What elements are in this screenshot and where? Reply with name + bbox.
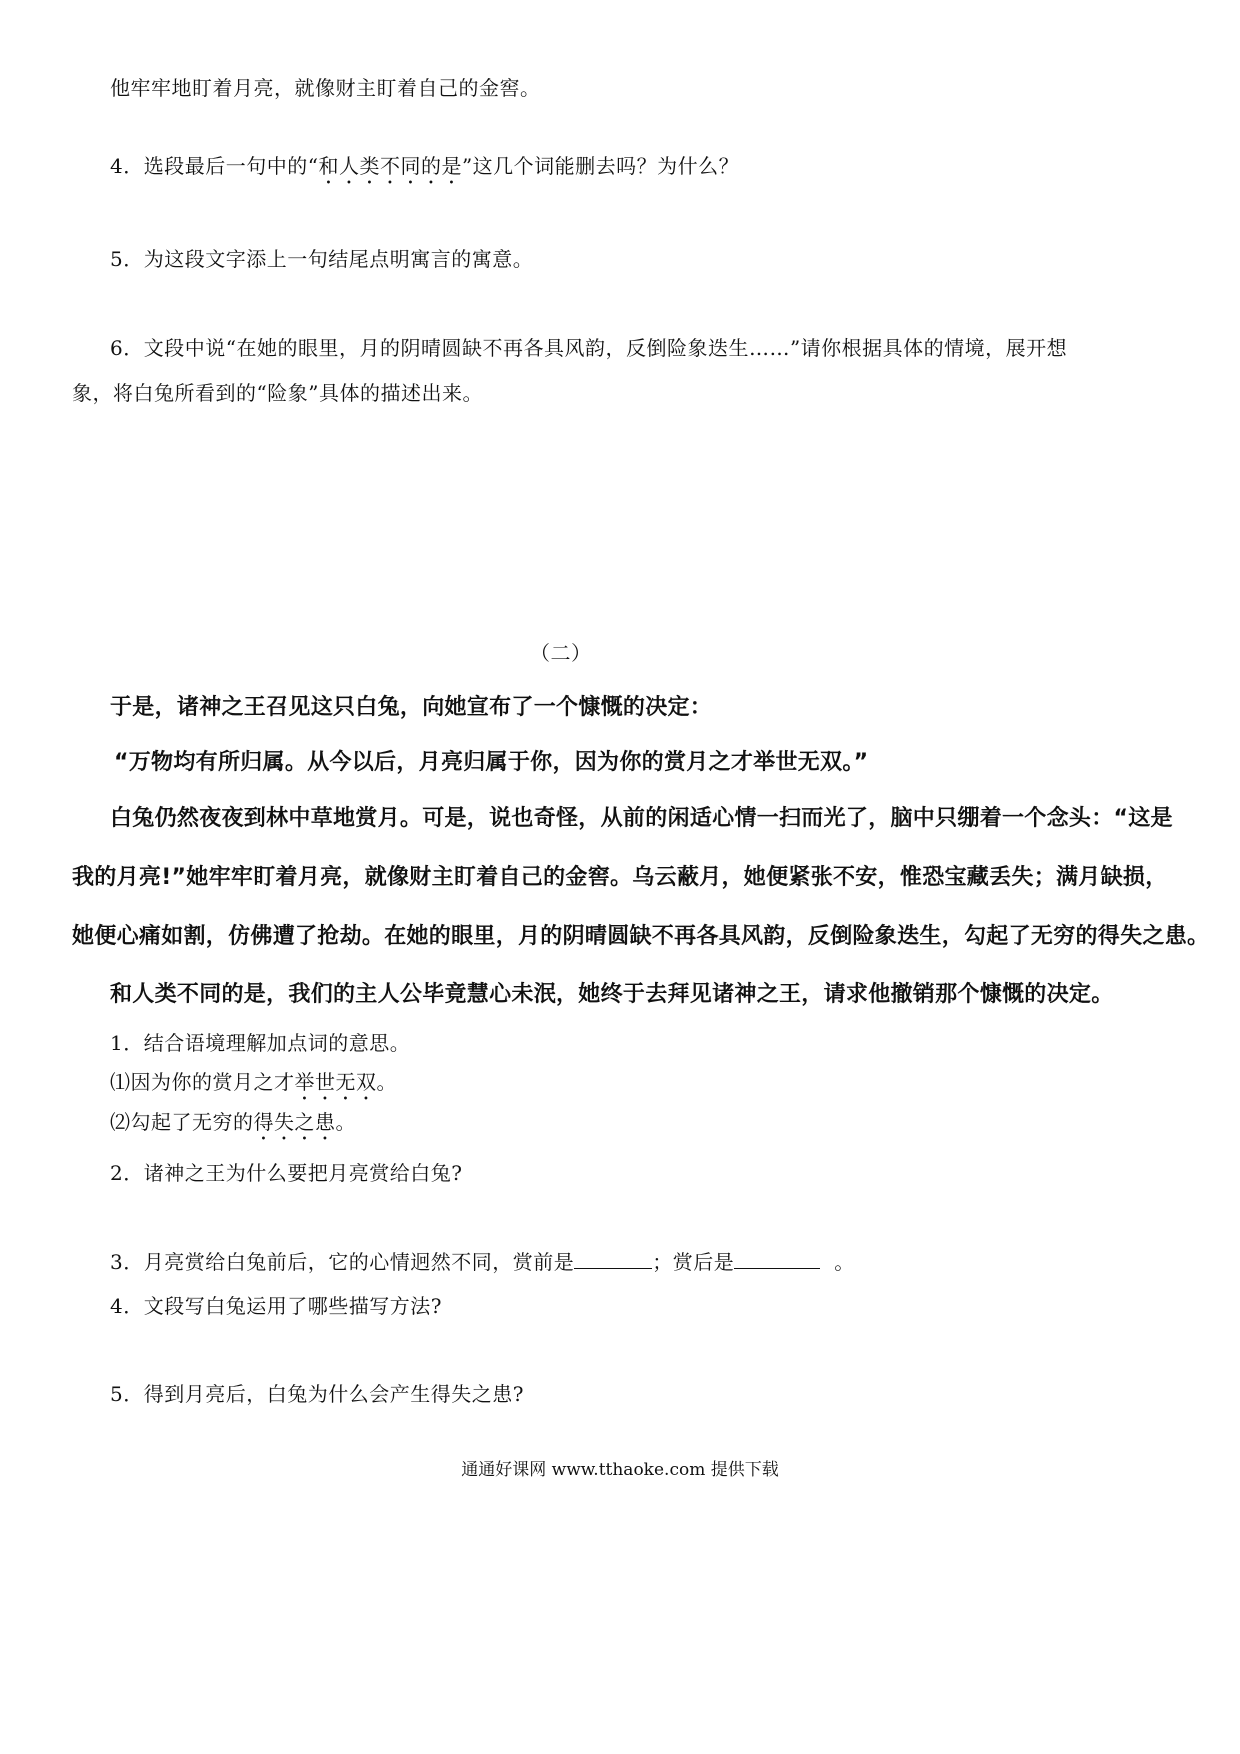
passage-paragraph: 白兔仍然夜夜到林中草地赏月。可是，说也奇怪，从前的闲适心情一扫而光了，脑中只绷着一个念头：“这是 <box>110 806 1173 831</box>
answer-blank-before[interactable] <box>574 1250 652 1269</box>
question-1-sub-1-end: 。 <box>376 1070 397 1094</box>
question-6-line-2: 象，将白兔所看到的“险象”具体的描述出来。 <box>72 381 483 405</box>
question-1: 1．结合语境理解加点词的意思。 <box>110 1031 411 1055</box>
question-3-end: 。 <box>834 1250 855 1274</box>
question-4-text: 4．选段最后一句中的“ <box>110 154 319 178</box>
question-1-sub-1 <box>110 1066 397 1105</box>
passage-paragraph: “万物均有所归属。从今以后，月亮归属于你，因为你的赏月之才举世无双。” <box>114 750 869 775</box>
question-3-text: 3．月亮赏给白兔前后，它的心情迥然不同，赏前是 <box>110 1250 575 1274</box>
question-4: 4．文段写白兔运用了哪些描写方法? <box>110 1294 442 1318</box>
question-6-line-1: 6．文段中说“在她的眼里，月的阴晴圆缺不再各具风韵，反倒险象迭生……”请你根据具体的情境，展开想 <box>110 336 1068 360</box>
passage-paragraph: 我的月亮!”她牢牢盯着月亮，就像财主盯着自己的金窖。乌云蔽月，她便紧张不安，惟恐宝藏丢失；满月缺损， <box>72 865 1168 890</box>
question-4-emphasis: 和人类不同的是 <box>318 154 462 178</box>
question-5: 5．得到月亮后，白兔为什么会产生得失之患? <box>110 1382 524 1406</box>
passage-paragraph: 她便心痛如割，仿佛遭了抢劫。在她的眼里，月的阴晴圆缺不再各具风韵，反倒险象迭生，勾起了无穷的得失之患。 <box>72 924 1210 949</box>
question-2: 2．诸神之王为什么要把月亮赏给白兔? <box>110 1161 463 1185</box>
question-1-sub-1-text: ⑴因为你的赏月之才 <box>110 1070 295 1094</box>
question-3 <box>110 1246 855 1275</box>
question-3-text-mid: ；赏后是 <box>652 1250 735 1274</box>
question-1-sub-2-emphasis: 得失之患 <box>253 1110 336 1134</box>
section-heading: （二） <box>530 641 592 665</box>
passage-paragraph: 于是，诸神之王召见这只白兔，向她宣布了一个慷慨的决定： <box>110 695 713 720</box>
question-4-text-end: ”这几个词能删去吗？为什么？ <box>461 154 740 178</box>
question-1-sub-1-emphasis: 举世无双 <box>294 1070 377 1094</box>
question-5: 5．为这段文字添上一句结尾点明寓言的寓意。 <box>110 247 534 271</box>
question-1-sub-2-end: 。 <box>335 1110 356 1134</box>
question-1-sub-2-text: ⑵勾起了无穷的 <box>110 1110 254 1134</box>
answer-blank-after[interactable] <box>734 1250 820 1269</box>
carryover-line: 他牢牢地盯着月亮，就像财主盯着自己的金窖。 <box>110 76 541 100</box>
question-1-sub-2 <box>110 1106 356 1145</box>
passage-paragraph: 和人类不同的是，我们的主人公毕竟慧心未泯，她终于去拜见诸神之王，请求他撤销那个慷慨的决定。 <box>110 982 1114 1007</box>
page-footer: 通通好课网 www.tthaoke.com 提供下载 <box>461 1460 779 1480</box>
question-4 <box>110 150 739 189</box>
